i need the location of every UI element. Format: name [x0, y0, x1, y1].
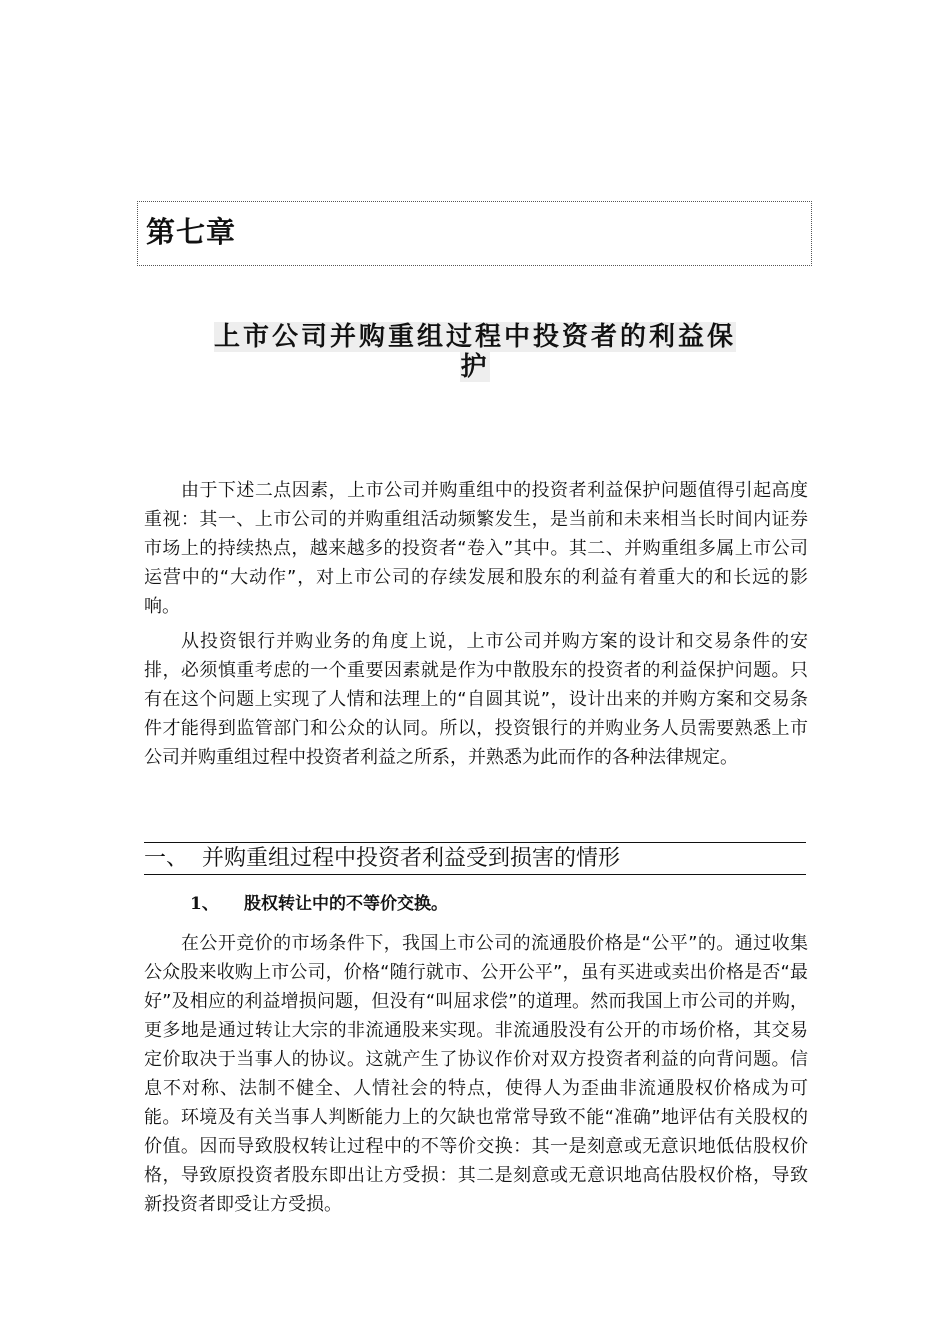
intro-paragraph-2: 从投资银行并购业务的角度上说，上市公司并购方案的设计和交易条件的安排，必须慎重考虑的一个重要因素就是作为中散股东的投资者的利益保护问题。只有在这个问题上实现了人情和法理上的“自圆其说”，设计出来的并购方案和交易条件才能得到监管部门和公众的认同。所以，投资银行的并购业务人员需要熟悉上市公司并购重组过程中投资者利益之所系，并熟悉为此而作的各种法律规定。 — [144, 631, 808, 768]
subsection-heading-1 — [190, 892, 448, 916]
subsection-paragraph: 在公开竞价的市场条件下，我国上市公司的流通股价格是“公平”的。通过收集公众股来收购上市公司，价格“随行就市、公开公平”，虽有买进或卖出价格是否“最好”及相应的利益增损问题，但没有“叫屈求偿”的道理。然而我国上市公司的并购，更多地是通过转让大宗的非流通股来实现。非流通股没有公开的市场价格，其交易定价取决于当事人的协议。这就产生了协议作价对双方投资者利益的向背问题。信息不对称、法制不健全、人情社会的特点，使得人为歪曲非流通股权价格成为可能。环境及有关当事人判断能力上的欠缺也常常导致不能“准确”地评估有关股权的价值。因而导致股权转让过程中的不等价交换：其一是刻意或无意识地低估股权价格，导致原投资者股东即出让方受损：其二是刻意或无意识地高估股权价格，导致新投资者即受让方受损。 — [144, 933, 808, 1215]
subsection-number: 1、 — [190, 894, 219, 914]
subsection-title: 股权转让中的不等价交换。 — [244, 894, 448, 914]
document-title — [155, 322, 795, 382]
section-number: 一、 — [144, 846, 189, 871]
document-title-line1: 上市公司并购重组过程中投资者的利益保 — [213, 322, 736, 352]
chapter-title: 第七章 — [146, 215, 237, 249]
chapter-heading-box — [137, 201, 812, 266]
section-title: 并购重组过程中投资者利益受到损害的情形 — [202, 846, 621, 871]
intro-paragraph-1: 由于下述二点因素，上市公司并购重组中的投资者利益保护问题值得引起高度重视：其一、上市公司的并购重组活动频繁发生，是当前和未来相当长时间内证券市场上的持续热点，越来越多的投资者“卷入”其中。其二、并购重组多属上市公司运营中的“大动作”，对上市公司的存续发展和股东的利益有着重大的和长远的影响。 — [144, 480, 808, 617]
document-title-line2: 护 — [460, 352, 490, 382]
section-heading-1 — [144, 842, 806, 875]
